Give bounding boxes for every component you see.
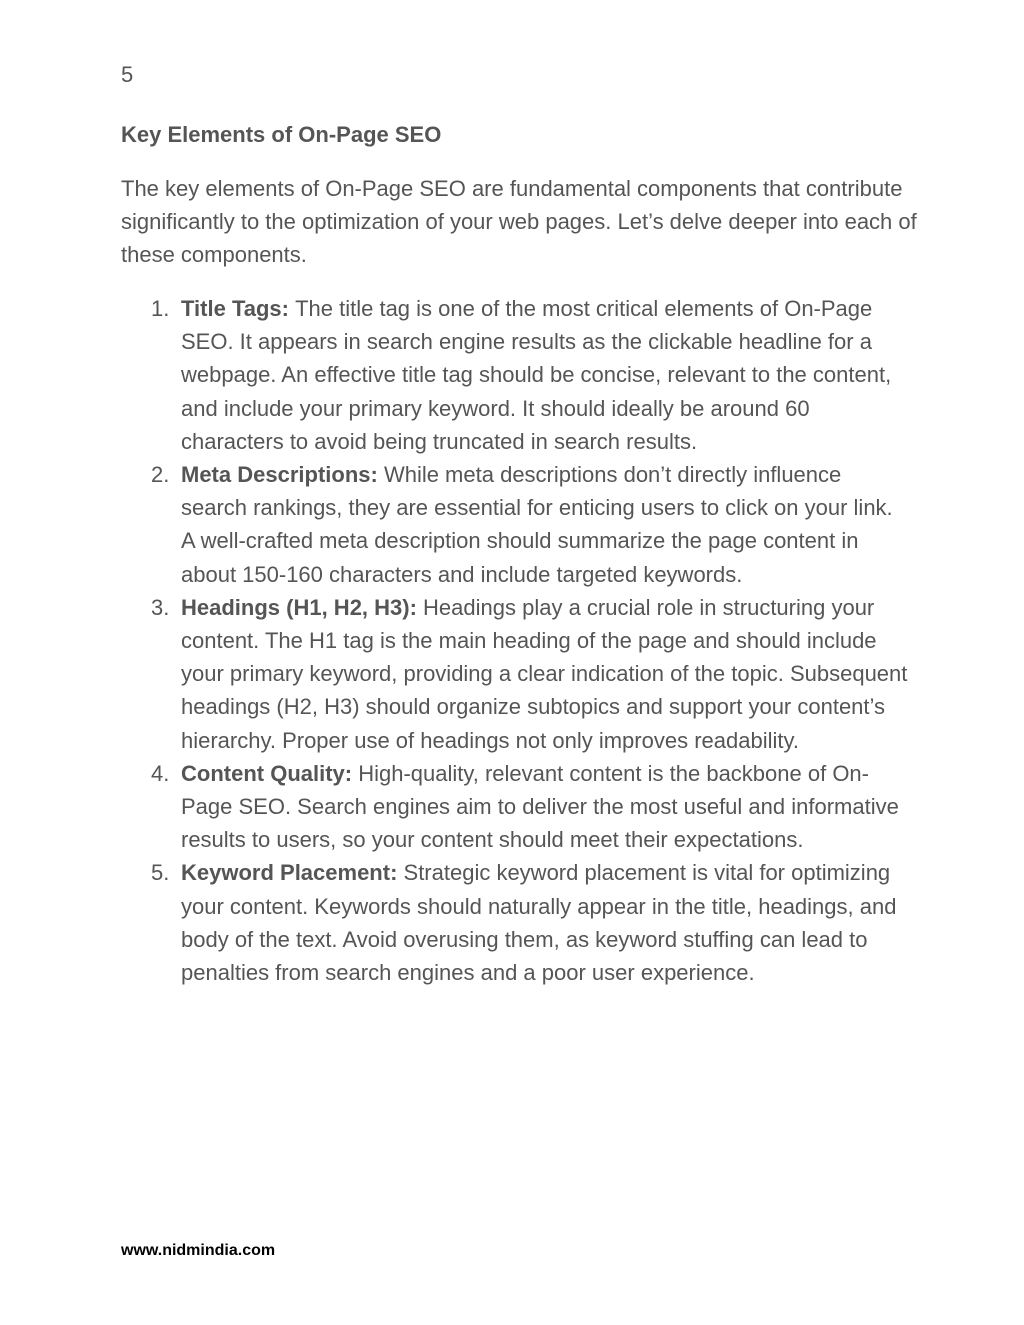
section-heading: Key Elements of On-Page SEO [121, 122, 442, 147]
list-item-text: Strategic keyword placement is vital for optimizing your content. Keywords should naturally appear in the title, headings, and body of the text. Avoid overusing them, as keyword stuffing can lead to penalties from search engines and a poor user experience. [181, 860, 897, 986]
list-item-number: 4. [151, 760, 170, 786]
intro-paragraph: The key elements of On-Page SEO are fundamental components that contribute significantly to the optimization of your web pages. Let’s delve deeper into each of these components. [121, 176, 917, 267]
list-item-text: Headings play a crucial role in structuring your content. The H1 tag is the main heading of the page and should include your primary keyword, providing a clear indication of the topic. Subsequent headings (H2, H3) should organize subtopics and support your content’s hierarchy. Proper use of headings not only improves readability. [181, 594, 908, 753]
list-item-term: Content Quality: [181, 760, 359, 786]
list-item-term: Title Tags: [181, 296, 296, 321]
key-elements-list [121, 292, 911, 989]
list-item-term: Keyword Placement: [181, 860, 404, 886]
list-item-meta-descriptions [121, 458, 911, 591]
list-item-text: While meta descriptions don’t directly influence search rankings, they are essential for enticing users to click on your link. A well-crafted meta description should summarize the page content in about 150-160 characters and include targeted keywords. [181, 462, 893, 587]
list-item-number: 1. [151, 296, 170, 321]
list-item-content-quality [121, 757, 911, 857]
list-item-number: 2. [151, 462, 170, 488]
list-item-text: The title tag is one of the most critical elements of On-Page SEO. It appears in search engine results as the clickable headline for a webpage. An effective title tag should be concise, relevant to the content, and include your primary keyword. It should ideally be around 60 characters to avoid being truncated in search results. [181, 296, 892, 454]
list-item-title-tags [121, 292, 911, 458]
page-number: 5 [121, 62, 134, 87]
list-item-keyword-placement [121, 856, 911, 989]
list-item-term: Headings (H1, H2, H3): [181, 594, 424, 620]
list-item-number: 3. [151, 594, 170, 620]
list-item-term: Meta Descriptions: [181, 462, 384, 488]
footer-website-url: www.nidmindia.com [121, 1242, 276, 1259]
list-item-headings [121, 591, 911, 757]
list-item-number: 5. [151, 860, 170, 886]
list-item-text: High-quality, relevant content is the backbone of On-Page SEO. Search engines aim to deliver the most useful and informative results to users, so your content should meet their expectations. [181, 760, 899, 853]
